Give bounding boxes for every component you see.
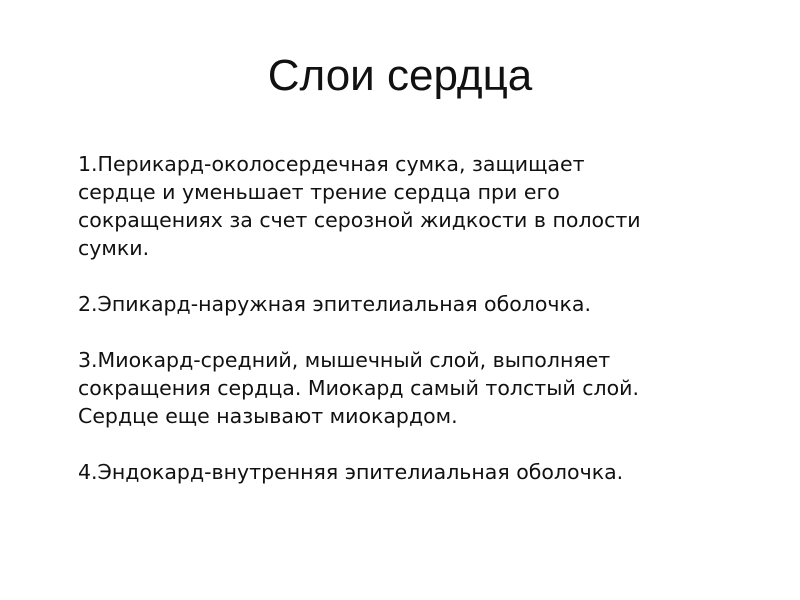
text-line: 4.Эндокард-внутренняя эпителиальная оболочка. xyxy=(78,460,624,484)
text-line: сокращениях за счет серозной жидкости в полости xyxy=(78,208,641,232)
text-line: сумки. xyxy=(78,236,150,260)
paragraph-epicardium xyxy=(78,290,758,318)
paragraph-myocardium xyxy=(78,346,758,430)
text-line: 2.Эпикард-наружная эпителиальная оболочка. xyxy=(78,292,591,316)
text-line: 3.Миокард-средний, мышечный слой, выполняет xyxy=(78,348,611,372)
text-line: Сердце еще называют миокардом. xyxy=(78,404,458,428)
text-line: сокращения сердца. Миокард самый толстый слой. xyxy=(78,376,639,400)
text-line: 1.Перикард-околосердечная сумка, защищает xyxy=(78,152,585,176)
slide-body xyxy=(78,150,758,486)
paragraph-endocardium xyxy=(78,458,758,486)
slide-title: Слои сердца xyxy=(267,51,533,100)
paragraph-pericardium xyxy=(78,150,758,262)
text-line: сердце и уменьшает трение сердца при его xyxy=(78,180,560,204)
